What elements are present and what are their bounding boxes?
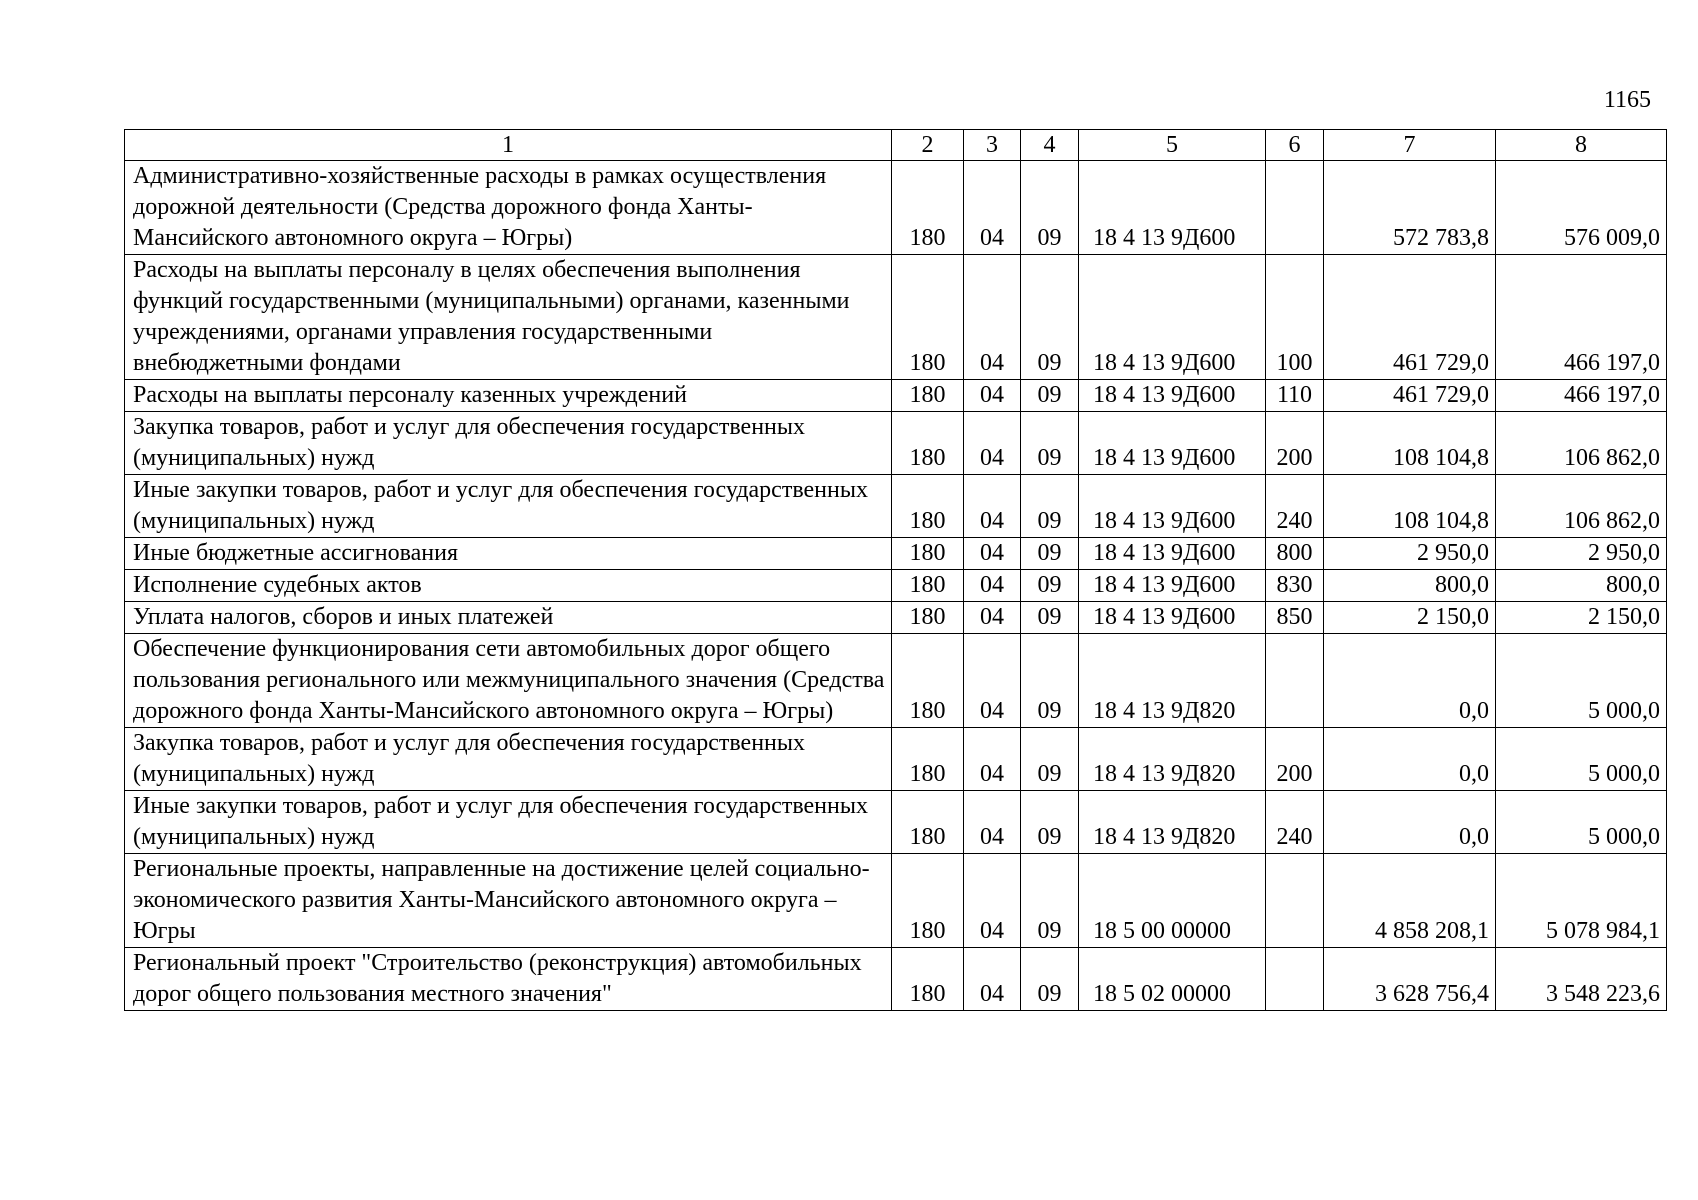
column-header: 7 bbox=[1324, 130, 1496, 161]
section-code-cell: 04 bbox=[964, 570, 1021, 602]
column-header: 4 bbox=[1021, 130, 1079, 161]
amount-year2-cell: 5 000,0 bbox=[1496, 728, 1667, 791]
subsection-code-cell: 09 bbox=[1021, 380, 1079, 412]
target-article-cell: 18 4 13 9Д820 bbox=[1079, 728, 1266, 791]
expense-type-cell: 200 bbox=[1266, 728, 1324, 791]
row-name-cell: Региональный проект "Строительство (реконструкция) автомобильных дорог общего пользования местного значения" bbox=[125, 948, 892, 1011]
target-article-cell: 18 4 13 9Д600 bbox=[1079, 161, 1266, 255]
ministry-code-cell: 180 bbox=[892, 791, 964, 854]
expense-type-cell: 830 bbox=[1266, 570, 1324, 602]
ministry-code-cell: 180 bbox=[892, 475, 964, 538]
ministry-code-cell: 180 bbox=[892, 728, 964, 791]
row-name-cell: Закупка товаров, работ и услуг для обеспечения государственных (муниципальных) нужд bbox=[125, 412, 892, 475]
ministry-code-cell: 180 bbox=[892, 161, 964, 255]
amount-year1-cell: 461 729,0 bbox=[1324, 255, 1496, 380]
subsection-code-cell: 09 bbox=[1021, 255, 1079, 380]
target-article-cell: 18 4 13 9Д600 bbox=[1079, 255, 1266, 380]
section-code-cell: 04 bbox=[964, 255, 1021, 380]
amount-year2-cell: 466 197,0 bbox=[1496, 255, 1667, 380]
expense-type-cell: 200 bbox=[1266, 412, 1324, 475]
amount-year1-cell: 4 858 208,1 bbox=[1324, 854, 1496, 948]
target-article-cell: 18 4 13 9Д600 bbox=[1079, 570, 1266, 602]
expense-type-cell bbox=[1266, 634, 1324, 728]
table-row bbox=[125, 570, 1667, 602]
table-row bbox=[125, 161, 1667, 255]
amount-year1-cell: 2 150,0 bbox=[1324, 602, 1496, 634]
target-article-cell: 18 4 13 9Д600 bbox=[1079, 380, 1266, 412]
expense-type-cell bbox=[1266, 161, 1324, 255]
subsection-code-cell: 09 bbox=[1021, 538, 1079, 570]
row-name-cell: Расходы на выплаты персоналу в целях обеспечения выполнения функций государственными (муниципальными) органами, казенными учреждениями, органами управления государственными внебюджетными фондами bbox=[125, 255, 892, 380]
table-row bbox=[125, 948, 1667, 1011]
column-header: 8 bbox=[1496, 130, 1667, 161]
section-code-cell: 04 bbox=[964, 634, 1021, 728]
table-row bbox=[125, 475, 1667, 538]
expense-type-cell: 240 bbox=[1266, 475, 1324, 538]
amount-year1-cell: 461 729,0 bbox=[1324, 380, 1496, 412]
amount-year2-cell: 3 548 223,6 bbox=[1496, 948, 1667, 1011]
amount-year2-cell: 2 150,0 bbox=[1496, 602, 1667, 634]
ministry-code-cell: 180 bbox=[892, 602, 964, 634]
amount-year2-cell: 5 078 984,1 bbox=[1496, 854, 1667, 948]
target-article-cell: 18 4 13 9Д600 bbox=[1079, 475, 1266, 538]
ministry-code-cell: 180 bbox=[892, 570, 964, 602]
amount-year1-cell: 0,0 bbox=[1324, 791, 1496, 854]
column-header: 5 bbox=[1079, 130, 1266, 161]
row-name-cell: Уплата налогов, сборов и иных платежей bbox=[125, 602, 892, 634]
row-name-cell: Административно-хозяйственные расходы в рамках осуществления дорожной деятельности (Средства дорожного фонда Ханты-Мансийского автономного округа – Югры) bbox=[125, 161, 892, 255]
section-code-cell: 04 bbox=[964, 854, 1021, 948]
column-header: 3 bbox=[964, 130, 1021, 161]
column-header: 1 bbox=[125, 130, 892, 161]
section-code-cell: 04 bbox=[964, 602, 1021, 634]
section-code-cell: 04 bbox=[964, 475, 1021, 538]
subsection-code-cell: 09 bbox=[1021, 728, 1079, 791]
subsection-code-cell: 09 bbox=[1021, 948, 1079, 1011]
amount-year1-cell: 108 104,8 bbox=[1324, 475, 1496, 538]
row-name-cell: Расходы на выплаты персоналу казенных учреждений bbox=[125, 380, 892, 412]
expense-type-cell: 110 bbox=[1266, 380, 1324, 412]
ministry-code-cell: 180 bbox=[892, 412, 964, 475]
row-name-cell: Иные закупки товаров, работ и услуг для обеспечения государственных (муниципальных) нужд bbox=[125, 791, 892, 854]
target-article-cell: 18 4 13 9Д600 bbox=[1079, 412, 1266, 475]
section-code-cell: 04 bbox=[964, 791, 1021, 854]
amount-year1-cell: 0,0 bbox=[1324, 728, 1496, 791]
expense-type-cell: 850 bbox=[1266, 602, 1324, 634]
row-name-cell: Региональные проекты, направленные на достижение целей социально-экономического развития Ханты-Мансийского автономного округа – Югры bbox=[125, 854, 892, 948]
ministry-code-cell: 180 bbox=[892, 538, 964, 570]
amount-year2-cell: 106 862,0 bbox=[1496, 475, 1667, 538]
ministry-code-cell: 180 bbox=[892, 255, 964, 380]
ministry-code-cell: 180 bbox=[892, 634, 964, 728]
subsection-code-cell: 09 bbox=[1021, 412, 1079, 475]
row-name-cell: Закупка товаров, работ и услуг для обеспечения государственных (муниципальных) нужд bbox=[125, 728, 892, 791]
table-row bbox=[125, 854, 1667, 948]
subsection-code-cell: 09 bbox=[1021, 854, 1079, 948]
row-name-cell: Исполнение судебных актов bbox=[125, 570, 892, 602]
section-code-cell: 04 bbox=[964, 161, 1021, 255]
ministry-code-cell: 180 bbox=[892, 854, 964, 948]
expense-type-cell bbox=[1266, 948, 1324, 1011]
table-body bbox=[125, 161, 1667, 1011]
table-row bbox=[125, 255, 1667, 380]
amount-year2-cell: 800,0 bbox=[1496, 570, 1667, 602]
subsection-code-cell: 09 bbox=[1021, 475, 1079, 538]
section-code-cell: 04 bbox=[964, 728, 1021, 791]
table-row bbox=[125, 728, 1667, 791]
column-header: 6 bbox=[1266, 130, 1324, 161]
budget-table bbox=[124, 129, 1667, 1011]
amount-year1-cell: 572 783,8 bbox=[1324, 161, 1496, 255]
row-name-cell: Иные закупки товаров, работ и услуг для обеспечения государственных (муниципальных) нужд bbox=[125, 475, 892, 538]
expense-type-cell bbox=[1266, 854, 1324, 948]
amount-year1-cell: 2 950,0 bbox=[1324, 538, 1496, 570]
amount-year2-cell: 466 197,0 bbox=[1496, 380, 1667, 412]
section-code-cell: 04 bbox=[964, 380, 1021, 412]
table-row bbox=[125, 538, 1667, 570]
target-article-cell: 18 5 02 00000 bbox=[1079, 948, 1266, 1011]
section-code-cell: 04 bbox=[964, 412, 1021, 475]
amount-year1-cell: 3 628 756,4 bbox=[1324, 948, 1496, 1011]
ministry-code-cell: 180 bbox=[892, 380, 964, 412]
subsection-code-cell: 09 bbox=[1021, 602, 1079, 634]
amount-year1-cell: 108 104,8 bbox=[1324, 412, 1496, 475]
subsection-code-cell: 09 bbox=[1021, 161, 1079, 255]
amount-year1-cell: 0,0 bbox=[1324, 634, 1496, 728]
target-article-cell: 18 4 13 9Д820 bbox=[1079, 634, 1266, 728]
expense-type-cell: 240 bbox=[1266, 791, 1324, 854]
expense-type-cell: 100 bbox=[1266, 255, 1324, 380]
table-row bbox=[125, 412, 1667, 475]
target-article-cell: 18 4 13 9Д600 bbox=[1079, 538, 1266, 570]
table-row bbox=[125, 634, 1667, 728]
subsection-code-cell: 09 bbox=[1021, 791, 1079, 854]
amount-year2-cell: 5 000,0 bbox=[1496, 791, 1667, 854]
table-header-row bbox=[125, 130, 1667, 161]
expense-type-cell: 800 bbox=[1266, 538, 1324, 570]
row-name-cell: Обеспечение функционирования сети автомобильных дорог общего пользования регионального или межмуниципального значения (Средства дорожного фонда Ханты-Мансийского автономного округа – Югры) bbox=[125, 634, 892, 728]
target-article-cell: 18 4 13 9Д820 bbox=[1079, 791, 1266, 854]
column-header: 2 bbox=[892, 130, 964, 161]
section-code-cell: 04 bbox=[964, 538, 1021, 570]
table-row bbox=[125, 791, 1667, 854]
page-number: 1165 bbox=[1603, 87, 1651, 113]
subsection-code-cell: 09 bbox=[1021, 570, 1079, 602]
target-article-cell: 18 4 13 9Д600 bbox=[1079, 602, 1266, 634]
section-code-cell: 04 bbox=[964, 948, 1021, 1011]
amount-year2-cell: 5 000,0 bbox=[1496, 634, 1667, 728]
table-row bbox=[125, 380, 1667, 412]
amount-year2-cell: 2 950,0 bbox=[1496, 538, 1667, 570]
table-row bbox=[125, 602, 1667, 634]
amount-year2-cell: 576 009,0 bbox=[1496, 161, 1667, 255]
target-article-cell: 18 5 00 00000 bbox=[1079, 854, 1266, 948]
ministry-code-cell: 180 bbox=[892, 948, 964, 1011]
row-name-cell: Иные бюджетные ассигнования bbox=[125, 538, 892, 570]
subsection-code-cell: 09 bbox=[1021, 634, 1079, 728]
amount-year2-cell: 106 862,0 bbox=[1496, 412, 1667, 475]
amount-year1-cell: 800,0 bbox=[1324, 570, 1496, 602]
